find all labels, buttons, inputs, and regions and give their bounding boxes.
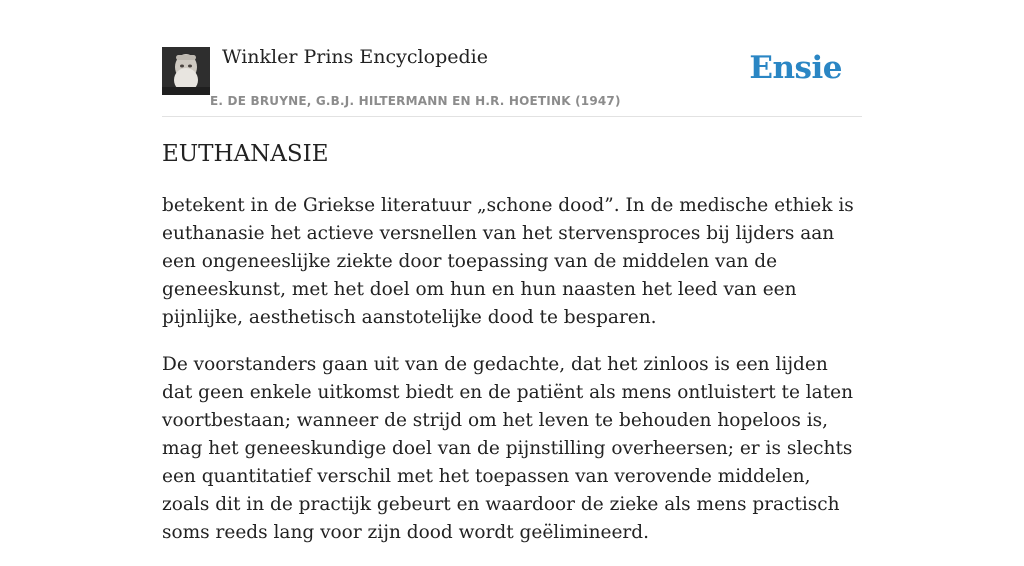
article-paragraph: betekent in de Griekse literatuur „schone dood”. In de medische ethiek is euthanasie het actieve versnellen van het stervensproces bij lijders aan een ongeneeslijke ziekte door toepassing van de middelen van de geneeskunst, met het doel om hun en hun naasten het leed van een pijnlijke, aesthetisch aanstotelijke dood te besparen. xyxy=(162,195,854,328)
article-paragraph: De voorstanders gaan uit van de gedachte, dat het zinloos is een lijden dat geen enkele uitkomst biedt en de patiënt als mens ontluistert te laten voortbestaan; wanneer de strijd om het leven te behouden hopeloos is, mag het geneeskundige doel van de pijnstilling overheersen; er is slechts een quantitatief verschil met het toepassen van verovende middelen, zoals dit in de practijk gebeurt en waardoor de zieke als mens practisch soms reeds lang voor zijn dood wordt geëlimineerd. xyxy=(162,354,854,543)
portrait-avatar-icon xyxy=(162,47,210,95)
source-header xyxy=(162,0,862,117)
article-title: EUTHANASIE xyxy=(162,141,329,167)
article-body xyxy=(162,192,862,566)
page-container xyxy=(162,0,862,543)
brand-logo[interactable]: Ensie xyxy=(749,50,842,86)
source-title[interactable]: Winkler Prins Encyclopedie xyxy=(222,46,488,68)
source-authors: E. DE BRUYNE, G.B.J. HILTERMANN EN H.R. HOETINK (1947) xyxy=(210,94,621,108)
author-avatar[interactable] xyxy=(162,47,210,95)
